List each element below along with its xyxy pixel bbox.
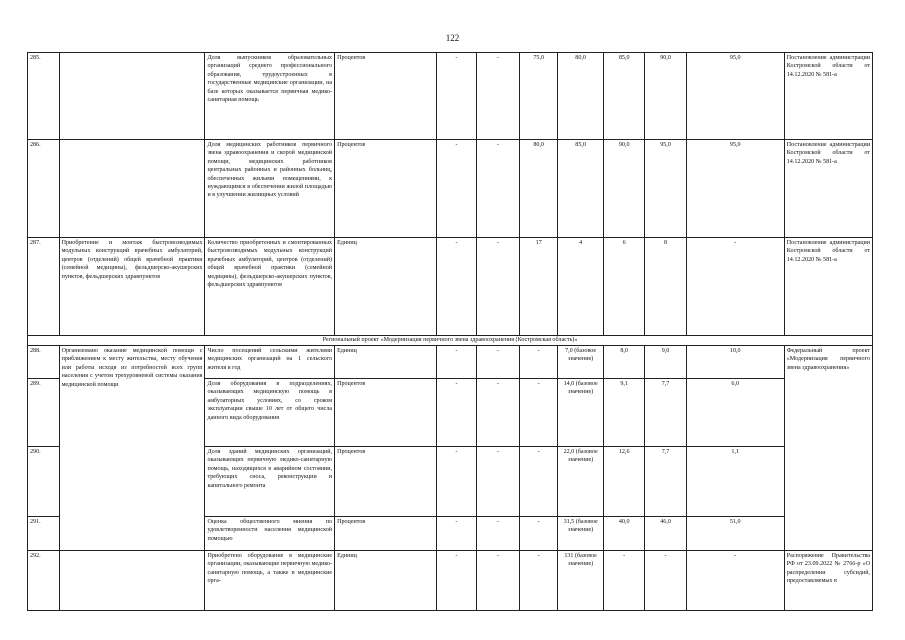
row-number: 285. (28, 53, 60, 140)
value-cell: - (437, 551, 476, 611)
unit-cell: Процентов (335, 53, 437, 140)
regional-project-title: Региональный проект «Модернизация первичного звена здравоохранения (Костромская область)» (28, 336, 873, 346)
value-cell: - (645, 551, 686, 611)
value-cell: - (476, 140, 520, 238)
value-cell: 10,0 (686, 346, 784, 379)
row-number: 289. (28, 379, 60, 447)
value-cell: 6 (603, 238, 644, 336)
unit-cell: Единиц (335, 346, 437, 379)
value-cell: - (437, 140, 476, 238)
indicator-cell: Доля оборудования в подразделениях, оказывающих медицинскую помощь в амбулаторных условиях, со сроком эксплуатации свыше 10 лет от общего числа данного вида оборудования (205, 379, 335, 447)
value-cell: 95,0 (645, 140, 686, 238)
value-cell: 46,0 (645, 517, 686, 551)
basis-cell: Федеральный проект «Модернизация первичного звена здравоохранения» (784, 346, 872, 551)
basis-cell: Постановление администрации Костромской области от 14.12.2020 № 581-а (784, 53, 872, 140)
value-cell: - (437, 238, 476, 336)
value-cell: 7,0 (базовое значение) (558, 346, 604, 379)
value-cell: - (476, 238, 520, 336)
value-cell: 9,0 (645, 346, 686, 379)
event-cell: Приобретение и монтаж быстровозводимых модульных конструкций врачебных амбулаторий, центров (отделений) общей врачебной практики (семейной медицины), фельдшерско-акушерских пунктов, фельдшерских здравпунктов (59, 238, 205, 336)
value-cell: - (603, 551, 644, 611)
value-cell: 31,5 (базовое значение) (558, 517, 604, 551)
row-number: 291. (28, 517, 60, 551)
indicator-cell: Оценка общественного мнения по удовлетворенности населения медицинской помощью (205, 517, 335, 551)
value-cell: 95,0 (686, 53, 784, 140)
value-cell: 8 (645, 238, 686, 336)
row-number: 290. (28, 447, 60, 517)
value-cell: - (476, 346, 520, 379)
value-cell: 80,0 (558, 53, 604, 140)
value-cell: 6,0 (686, 379, 784, 447)
value-cell: 40,0 (603, 517, 644, 551)
value-cell: - (520, 447, 558, 517)
unit-cell: Процентов (335, 447, 437, 517)
regional-project-row (28, 336, 873, 346)
value-cell: 7,7 (645, 447, 686, 517)
value-cell: 85,0 (603, 53, 644, 140)
indicator-cell: Доля зданий медицинских организаций, оказывающих первичную медико-санитарную помощь, находящихся в аварийном состоянии, требующих сноса, реконструкции и капитального ремонта (205, 447, 335, 517)
value-cell: - (520, 551, 558, 611)
indicator-cell: Число посещений сельскими жителями медицинских организаций на 1 сельского жителя в год (205, 346, 335, 379)
event-cell (59, 551, 205, 611)
basis-cell: Распоряжение Правительства РФ от 23.09.2022 № 2766-р «О распределении субсидий, предоставляемых в (784, 551, 872, 611)
event-cell (59, 53, 205, 140)
value-cell: - (437, 346, 476, 379)
value-cell: 95,0 (686, 140, 784, 238)
value-cell: - (476, 551, 520, 611)
indicator-cell: Приобретено оборудование в медицинские организации, оказывающие первичную медико-санитарную помощь, а также в медицинские орга- (205, 551, 335, 611)
value-cell: 22,0 (базовое значение) (558, 447, 604, 517)
value-cell: - (520, 379, 558, 447)
basis-cell: Постановление администрации Костромской области от 14.12.2020 № 581-а (784, 140, 872, 238)
unit-cell: Процентов (335, 517, 437, 551)
value-cell: - (520, 517, 558, 551)
value-cell: - (437, 379, 476, 447)
value-cell: - (686, 238, 784, 336)
value-cell: 75,0 (520, 53, 558, 140)
value-cell: 80,0 (520, 140, 558, 238)
value-cell: 51,0 (686, 517, 784, 551)
value-cell: 90,0 (645, 53, 686, 140)
indicator-cell: Доля выпускников образовательных организаций среднего профессионального образования, трудоустроенных в государственные медицинские организации, на базе которых оказывается первичная медико-санитарная помощь (205, 53, 335, 140)
event-cell: Организовано оказание медицинской помощи с приближением к месту жительства, месту обучения или работы исходя из потребностей всех групп населения с учетом трехуровневой системы оказания медицинской помощи (59, 346, 205, 551)
value-cell: - (520, 346, 558, 379)
event-cell (59, 140, 205, 238)
value-cell: 8,0 (603, 346, 644, 379)
indicators-table (27, 52, 873, 611)
value-cell: - (437, 53, 476, 140)
value-cell: 14,0 (базовое значение) (558, 379, 604, 447)
table-row (28, 140, 873, 238)
unit-cell: Процентов (335, 379, 437, 447)
value-cell: - (686, 551, 784, 611)
indicator-cell: Количество приобретенных и смонтированных быстровозводимых модульных конструкций врачебных амбулаторий, центров (отделений) общей врачебной практики (семейной медицины), фельдшерско-акушерских пунктов, фельдшерских здравпунктов (205, 238, 335, 336)
value-cell: - (476, 517, 520, 551)
row-number: 292. (28, 551, 60, 611)
value-cell: - (476, 379, 520, 447)
indicator-cell: Доля медицинских работников первичного звена здравоохранения и скорой медицинской помощи, медицинских работников центральных районных и районных больниц, обеспеченных жилыми помещениями, к нуждающимся в обеспечении жилой площадью и в улучшении жилищных условий (205, 140, 335, 238)
basis-cell: Постановление администрации Костромской области от 14.12.2020 № 581-а (784, 238, 872, 336)
unit-cell: Процентов (335, 140, 437, 238)
value-cell: 1,1 (686, 447, 784, 517)
value-cell: 17 (520, 238, 558, 336)
table-row (28, 346, 873, 379)
value-cell: 131 (базовое значение) (558, 551, 604, 611)
value-cell: - (476, 53, 520, 140)
value-cell: 85,0 (558, 140, 604, 238)
value-cell: - (437, 447, 476, 517)
value-cell: 12,6 (603, 447, 644, 517)
value-cell: 9,1 (603, 379, 644, 447)
unit-cell: Единиц (335, 551, 437, 611)
unit-cell: Единиц (335, 238, 437, 336)
table-row (28, 551, 873, 611)
value-cell: 90,0 (603, 140, 644, 238)
row-number: 287. (28, 238, 60, 336)
value-cell: - (476, 447, 520, 517)
row-number: 286. (28, 140, 60, 238)
value-cell: 7,7 (645, 379, 686, 447)
value-cell: 4 (558, 238, 604, 336)
value-cell: - (437, 517, 476, 551)
page-number: 122 (445, 33, 460, 43)
table-row (28, 238, 873, 336)
table-row (28, 53, 873, 140)
row-number: 288. (28, 346, 60, 379)
